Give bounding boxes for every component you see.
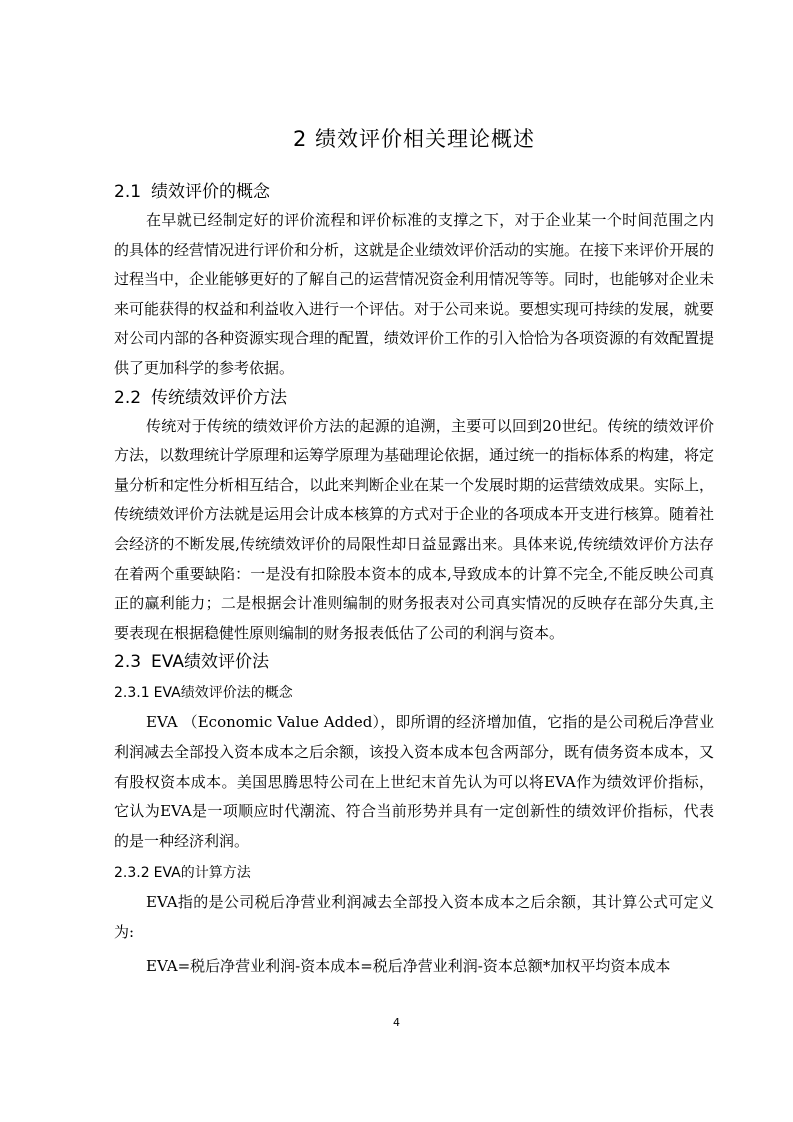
section-number: 2.2: [114, 387, 142, 408]
subsection-number: 2.3.2: [114, 865, 150, 882]
subsection-title: EVA绩效评价法的概念: [153, 685, 293, 702]
paragraph-2-1: 在早就已经制定好的评价流程和评价标准的支撑之下，对于企业某一个时间范围之内的具体的经营情况进行评价和分析，这就是企业绩效评价活动的实施。在接下来评价开展的过程当中，企业能够更好的了解自己的运营情况资金利用情况等等。同时，也能够对企业未来可能获得的权益和利益收入进行一个评估。对于公司来说。要想实现可持续的发展，就要对公司内部的各种资源实现合理的配置，绩效评价工作的引入恰恰为各项资源的有效配置提供了更加科学的参考依据。: [114, 211, 715, 377]
section-title: 绩效评价的概念: [151, 182, 271, 202]
subsection-number: 2.3.1: [114, 685, 150, 702]
section-heading-2-3: [114, 648, 714, 676]
paragraph-2-3-2: EVA指的是公司税后净营业利润减去全部投入资本成本之后余额，其计算公式可定义为:: [114, 893, 714, 941]
subsection-heading-2-3-1: [114, 678, 714, 708]
page-number: 4: [393, 1016, 400, 1029]
section-title: 传统绩效评价方法: [151, 387, 288, 408]
subsection-title: EVA的计算方法: [153, 865, 251, 882]
section-heading-2-1: [114, 178, 714, 206]
eva-formula: EVA=税后净营业利润-资本成本=税后净营业利润-资本总额*加权平均资本成本: [146, 957, 671, 976]
paragraph-2-3-1: EVA （Economic Value Added），即所谓的经济增加值，它指的是公司税后净营业利润减去全部投入资本成本之后余额，该投入资本成本包含两部分，既有债务资本成本，又有股权资本成本。美国思腾思特公司在上世纪末首先认为可以将EVA作为绩效评价指标，它认为EVA是一项顺应时代潮流、符合当前形势并具有一定创新性的绩效评价指标，代表的是一种经济利润。: [114, 713, 715, 850]
section-number: 2.3: [114, 652, 142, 673]
subsection-heading-2-3-2: [114, 858, 714, 888]
paragraph-2-2: 传统对于传统的绩效评价方法的起源的追溯，主要可以回到20世纪。传统的绩效评价方法，以数理统计学原理和运筹学原理为基础理论依据，通过统一的指标体系的构建，将定量分析和定性分析相互结合，以此来判断企业在某一个发展时期的运营绩效成果。实际上，传统绩效评价方法就是运用会计成本核算的方式对于企业的各项成本开支进行核算。随着社会经济的不断发展,传统绩效评价的局限性却日益显露出来。具体来说,传统绩效评价方法存在着两个重要缺陷：一是没有扣除股本资本的成本,导致成本的计算不完全,不能反映公司真正的赢利能力；二是根据会计准则编制的财务报表对公司真实情况的反映存在部分失真,主要表现在根据稳健性原则编制的财务报表低估了公司的利润与资本。: [114, 416, 715, 642]
section-title: EVA绩效评价法: [151, 652, 269, 673]
chapter-title: 2 绩效评价相关理论概述: [292, 127, 536, 151]
page-content: [114, 124, 714, 982]
section-number: 2.1: [114, 182, 142, 202]
section-heading-2-2: [114, 384, 714, 412]
